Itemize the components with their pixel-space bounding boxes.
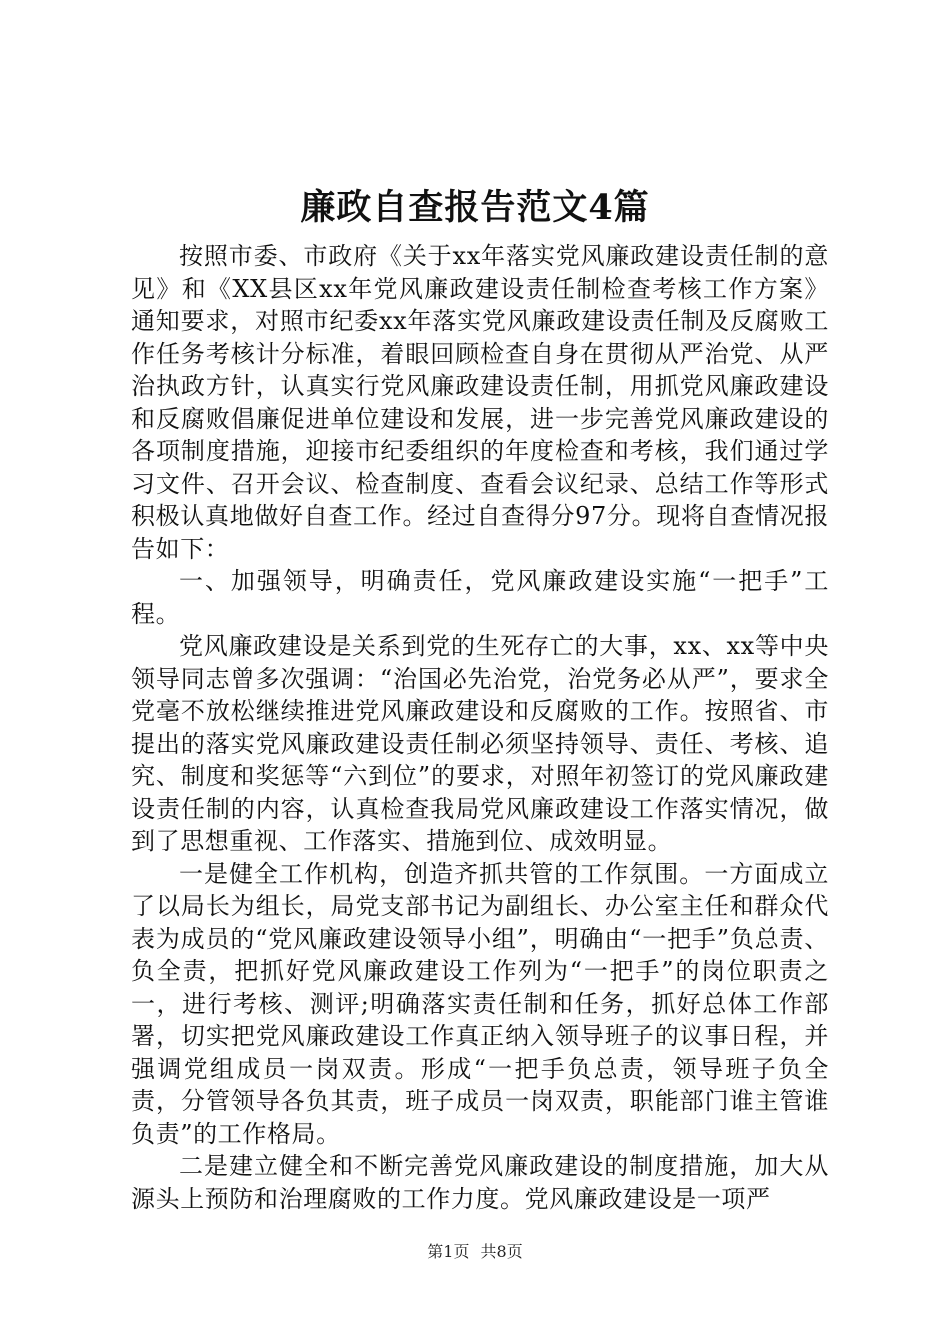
section-heading-paragraph: 一、加强领导，明确责任，党风廉政建设实施“一把手”工程。	[131, 567, 829, 628]
body-paragraph: 党风廉政建设是关系到党的生死存亡的大事，xx、xx等中央领导同志曾多次强调：“治国必先治党，治党务必从严”，要求全党毫不放松继续推进党风廉政建设和反腐败的工作。按照省、市提出的落实党风廉政建设责任制必须坚持领导、责任、考核、追究、制度和奖惩等“六到位”的要求，对照年初签订的党风廉政建设责任制的内容，认真检查我局党风廉政建设工作落实情况，做到了思想重视、工作落实、措施到位、成效明显。	[131, 632, 829, 855]
body-paragraph: 二是建立健全和不断完善党风廉政建设的制度措施，加大从源头上预防和治理腐败的工作力度。党风廉政建设是一项严	[131, 1152, 829, 1213]
page-total: 共8页	[480, 1242, 523, 1261]
intro-paragraph: 按照市委、市政府《关于xx年落实党风廉政建设责任制的意见》和《XX县区xx年党风廉政建设责任制检查考核工作方案》通知要求，对照市纪委xx年落实党风廉政建设责任制及反腐败工作任务考核计分标准，着眼回顾检查自身在贯彻从严治党、从严治执政方针，认真实行党风廉政建设责任制，用抓党风廉政建设和反腐败倡廉促进单位建设和发展，进一步完善党风廉政建设的各项制度措施，迎接市纪委组织的年度检查和考核，我们通过学习文件、召开会议、检查制度、查看会议纪录、总结工作等形式积极认真地做好自查工作。经过自查得分97分。现将自查情况报告如下：	[131, 242, 829, 563]
page-footer	[0, 1240, 950, 1264]
body-paragraph: 一是健全工作机构，创造齐抓共管的工作氛围。一方面成立了以局长为组长，局党支部书记为副组长、办公室主任和群众代表为成员的“党风廉政建设领导小组”，明确由“一把手”负总责、负全责，把抓好党风廉政建设工作列为“一把手”的岗位职责之一，进行考核、测评;明确落实责任制和任务，抓好总体工作部署，切实把党风廉政建设工作真正纳入领导班子的议事日程，并强调党组成员一岗双责。形成“一把手负总责，领导班子负全责，分管领导各负其责，班子成员一岗双责，职能部门谁主管谁负责”的工作格局。	[131, 859, 829, 1148]
document-body	[131, 240, 829, 1215]
page-number: 第1页	[427, 1242, 470, 1261]
document-title: 廉政自查报告范文4篇	[300, 187, 650, 228]
